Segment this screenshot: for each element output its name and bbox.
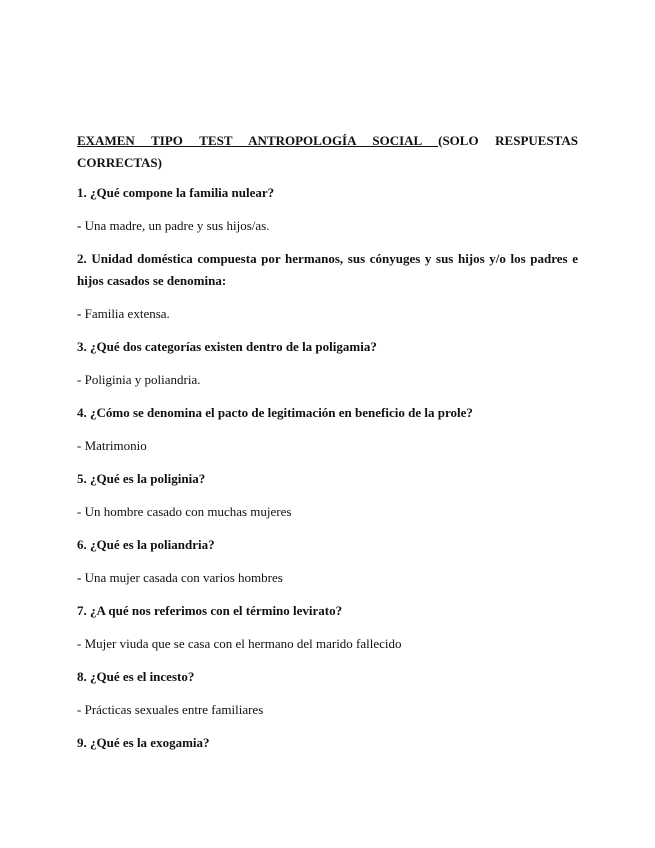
answer-text: Un hombre casado con muchas mujeres xyxy=(81,504,292,519)
answer-6 xyxy=(77,567,578,589)
answer-text: Prácticas sexuales entre familiares xyxy=(81,702,264,717)
answer-dash: - xyxy=(77,372,82,387)
question-2: 2. Unidad doméstica compuesta por hermanos, sus cónyuges y sus hijos y/o los padres e hijos casados se denomina: xyxy=(77,251,578,288)
answer-dash: - xyxy=(77,218,82,233)
question-7: 7. ¿A qué nos referimos con el término levirato? xyxy=(77,603,343,618)
answer-text: Familia extensa. xyxy=(81,306,170,321)
answer-1 xyxy=(77,215,578,237)
question-1: 1. ¿Qué compone la familia nulear? xyxy=(77,185,275,200)
answer-text: Una madre, un padre y sus hijos/as. xyxy=(81,218,270,233)
question-3: 3. ¿Qué dos categorías existen dentro de la poligamia? xyxy=(77,339,377,354)
answer-8 xyxy=(77,699,578,721)
answer-dash: - xyxy=(77,636,82,651)
answer-4 xyxy=(77,435,578,457)
answer-text: Mujer viuda que se casa con el hermano del marido fallecido xyxy=(81,636,402,651)
question-9: 9. ¿Qué es la exogamia? xyxy=(77,735,210,750)
answer-7 xyxy=(77,633,578,655)
document-title xyxy=(77,130,578,174)
answer-2 xyxy=(77,303,578,325)
answer-dash: - xyxy=(77,570,82,585)
answer-text: Matrimonio xyxy=(81,438,147,453)
document-body xyxy=(77,130,578,765)
qa-list xyxy=(77,182,578,754)
title-rest: (SOLO RESPUESTAS CORRECTAS) xyxy=(77,133,578,170)
answer-dash: - xyxy=(77,702,82,717)
answer-text: Una mujer casada con varios hombres xyxy=(81,570,283,585)
answer-5 xyxy=(77,501,578,523)
answer-text: Poliginia y poliandria. xyxy=(81,372,201,387)
answer-dash: - xyxy=(77,504,82,519)
question-8: 8. ¿Qué es el incesto? xyxy=(77,669,195,684)
question-6: 6. ¿Qué es la poliandria? xyxy=(77,537,215,552)
answer-3 xyxy=(77,369,578,391)
answer-dash: - xyxy=(77,438,82,453)
answer-dash: - xyxy=(77,306,82,321)
question-5: 5. ¿Qué es la poliginia? xyxy=(77,471,206,486)
title-underlined: EXAMEN TIPO TEST ANTROPOLOGÍA SOCIAL xyxy=(77,133,439,148)
question-4: 4. ¿Cómo se denomina el pacto de legitimación en beneficio de la prole? xyxy=(77,405,473,420)
